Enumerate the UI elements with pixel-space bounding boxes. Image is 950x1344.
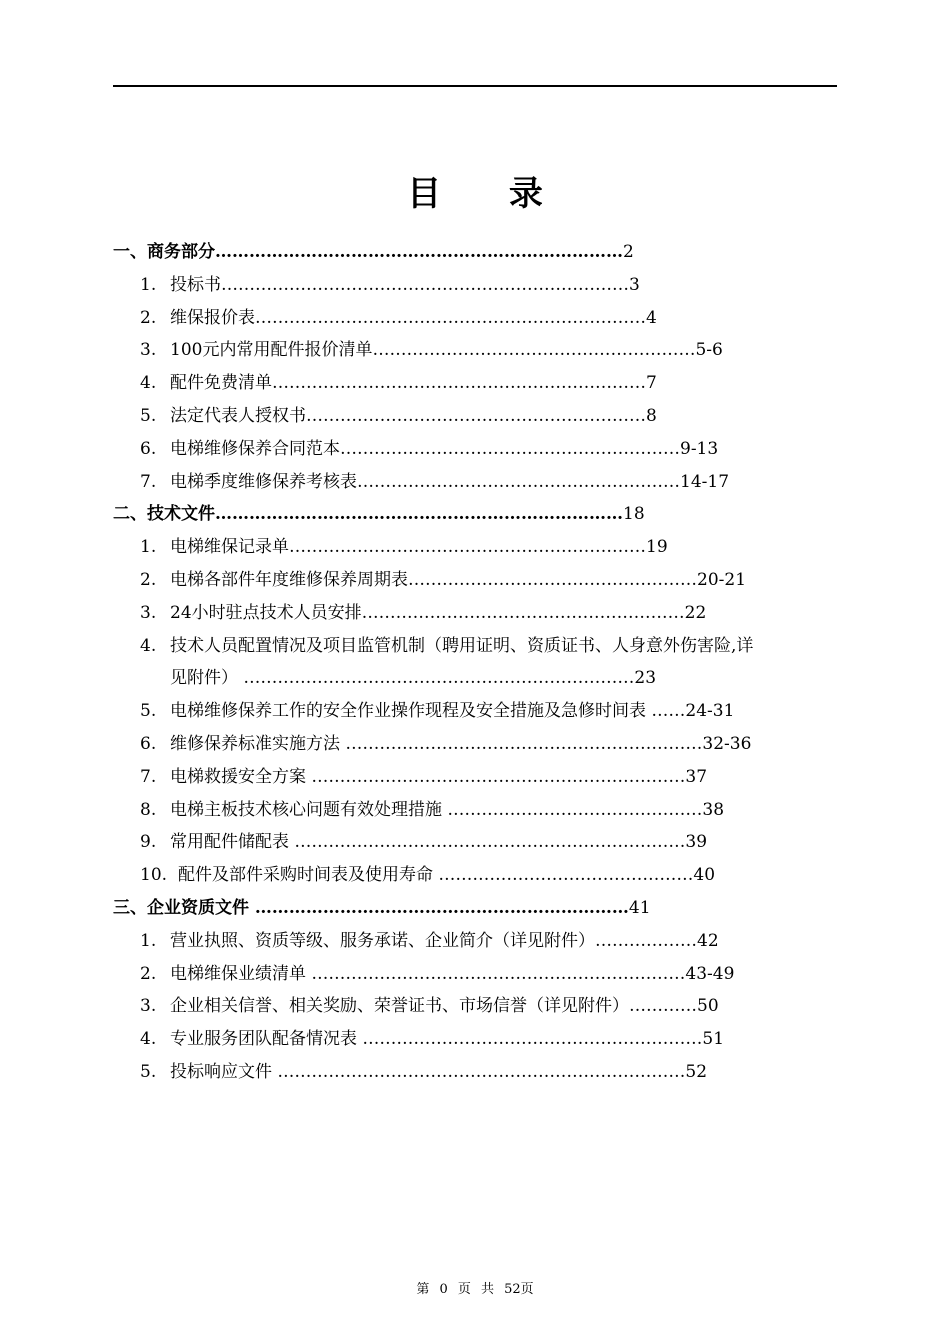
toc-entry-label: 维保报价表 xyxy=(170,307,255,328)
toc-entry-label: 投标响应文件 xyxy=(170,1061,272,1082)
toc-item-number: 8. xyxy=(140,799,157,820)
toc-entry-label: 营业执照、资质等级、服务承诺、企业简介（详见附件） xyxy=(170,930,595,951)
toc-item-number: 3. xyxy=(140,996,157,1017)
toc-page-number: 14-17 xyxy=(680,471,730,492)
toc-page-number: 51 xyxy=(702,1029,725,1050)
toc-item-number: 6. xyxy=(140,733,157,754)
toc-item[interactable] xyxy=(113,630,837,696)
toc-item[interactable] xyxy=(113,1056,837,1089)
toc-item[interactable] xyxy=(113,728,837,761)
toc-item[interactable] xyxy=(113,958,837,991)
toc-item-number: 4. xyxy=(140,373,157,394)
toc-item-number: 9. xyxy=(140,832,157,853)
toc-item-number: 4. xyxy=(140,1029,157,1050)
toc-entry-label: 配件免费清单 xyxy=(170,373,272,394)
toc-page-number: 39 xyxy=(685,832,708,853)
toc-item[interactable] xyxy=(113,859,837,892)
toc-page-number: 19 xyxy=(646,537,668,558)
toc-entry-label: 电梯季度维修保养考核表 xyxy=(170,471,357,492)
toc-item[interactable] xyxy=(113,990,837,1023)
toc-page-number: 20-21 xyxy=(697,569,747,590)
toc-entry-label: 24小时驻点技术人员安排 xyxy=(170,602,362,623)
toc-entry-label: 技术人员配置情况及项目监管机制（聘用证明、资质证书、人身意外伤害险,详 xyxy=(170,635,754,656)
toc-leader-dots: …………………………………………………… xyxy=(306,405,646,426)
toc-item[interactable] xyxy=(113,302,837,335)
toc-page-number: 43-49 xyxy=(685,963,735,984)
toc-leader-dots: ……………………………………………………… xyxy=(289,537,646,558)
toc-entry-label: 企业相关信誉、相关奖励、荣誉证书、市场信誉（详见附件） xyxy=(170,996,629,1017)
toc-item[interactable] xyxy=(113,367,837,400)
toc-leader-dots: ……………… xyxy=(595,930,697,951)
toc-item-number: 3. xyxy=(140,340,157,361)
toc-section[interactable] xyxy=(113,498,837,531)
toc-leader-dots: ……………………………………………………………… xyxy=(272,1061,686,1082)
toc-page-number: 37 xyxy=(685,766,708,787)
toc-item[interactable] xyxy=(113,564,837,597)
toc-entry-label: 三、企业资质文件 xyxy=(113,897,249,918)
toc-item[interactable] xyxy=(113,761,837,794)
toc-page-number: 18 xyxy=(623,504,645,525)
toc-item-number: 5. xyxy=(140,405,157,426)
toc-leader-dots: ……………………………………………………… xyxy=(340,733,703,754)
toc-leader-dots: …………………………………………………………… xyxy=(238,668,635,689)
toc-entry-label-continued: 见附件） xyxy=(170,668,238,689)
toc-page-number: 5-6 xyxy=(695,340,723,361)
toc-entry-label: 投标书 xyxy=(170,274,221,295)
toc-item-number: 3. xyxy=(140,602,157,623)
toc-page-number: 22 xyxy=(684,602,707,623)
toc-leader-dots: ……………………………………………………………… xyxy=(215,504,623,525)
toc-page-number: 23 xyxy=(634,668,657,689)
toc-entry-label: 电梯维修保养合同范本 xyxy=(170,438,340,459)
toc-item[interactable] xyxy=(113,695,837,728)
toc-entry-label: 专业服务团队配备情况表 xyxy=(170,1029,357,1050)
toc-item-number: 7. xyxy=(140,471,157,492)
toc-entry-label: 电梯维保业绩清单 xyxy=(170,963,306,984)
toc-leader-dots: ………………………………………………………… xyxy=(272,373,646,394)
toc-item[interactable] xyxy=(113,400,837,433)
toc-page-number: 32-36 xyxy=(702,733,752,754)
header-rule xyxy=(113,85,837,87)
toc-leader-dots: ………………………………………………………… xyxy=(306,766,686,787)
toc-item-number: 2. xyxy=(140,569,157,590)
toc-leader-dots: ………………………………………………………… xyxy=(249,897,629,918)
toc-entry-label: 常用配件储配表 xyxy=(170,832,289,853)
toc-entry-label: 电梯主板技术核心问题有效处理措施 xyxy=(170,799,442,820)
toc-item-number: 6. xyxy=(140,438,157,459)
toc-entry-label: 维修保养标准实施方法 xyxy=(170,733,340,754)
toc-leader-dots: ………………………………………………… xyxy=(372,340,696,361)
toc-entry-label: 配件及部件采购时间表及使用寿命 xyxy=(178,865,433,886)
toc-page-number: 50 xyxy=(697,996,719,1017)
toc-entry-label: 一、商务部分 xyxy=(113,242,215,262)
toc-leader-dots: …………………………………………………………… xyxy=(255,307,646,328)
toc-item-number: 4. xyxy=(140,635,157,656)
toc-item-number: 10. xyxy=(140,865,168,886)
table-of-contents xyxy=(113,236,837,1089)
toc-item[interactable] xyxy=(113,597,837,630)
toc-item[interactable] xyxy=(113,269,837,302)
toc-leader-dots: …………………………………………………… xyxy=(340,438,680,459)
toc-item[interactable] xyxy=(113,826,837,859)
toc-page-number: 38 xyxy=(702,799,725,820)
toc-leader-dots: …… xyxy=(646,701,686,722)
toc-entry-label: 电梯各部件年度维修保养周期表 xyxy=(170,569,408,590)
toc-leader-dots: ………………………………………………… xyxy=(361,602,685,623)
toc-item[interactable] xyxy=(113,334,837,367)
toc-page-number: 52 xyxy=(685,1061,708,1082)
toc-item-number: 5. xyxy=(140,1061,157,1082)
toc-leader-dots: ……………………………………………………………… xyxy=(221,274,629,295)
toc-section[interactable] xyxy=(113,236,837,269)
toc-leader-dots: ……………………………………… xyxy=(442,799,703,820)
toc-entry-label: 100元内常用配件报价清单 xyxy=(170,340,373,361)
toc-item-number: 2. xyxy=(140,963,157,984)
toc-item[interactable] xyxy=(113,1023,837,1056)
toc-leader-dots: …………………………………………… xyxy=(408,569,697,590)
toc-leader-dots: …………………………………………………………… xyxy=(289,832,686,853)
toc-entry-label: 电梯维保记录单 xyxy=(170,537,289,558)
page-title: 目 录 xyxy=(407,174,571,214)
toc-item-number: 5. xyxy=(140,701,157,722)
toc-item[interactable] xyxy=(113,794,837,827)
page-footer: 第 0 页 共 52页 xyxy=(416,1282,534,1297)
toc-item[interactable] xyxy=(113,531,837,564)
toc-page-number: 40 xyxy=(693,865,716,886)
toc-page-number: 2 xyxy=(623,242,634,262)
toc-item-number: 1. xyxy=(140,274,157,295)
toc-item[interactable] xyxy=(113,466,837,499)
toc-leader-dots: ……………………………………………………………… xyxy=(215,242,623,262)
toc-entry-label: 法定代表人授权书 xyxy=(170,405,306,426)
toc-leader-dots: …………………………………………………… xyxy=(357,1029,703,1050)
toc-section[interactable] xyxy=(113,892,837,925)
toc-page-number: 3 xyxy=(629,274,640,295)
toc-item-number: 1. xyxy=(140,537,157,558)
toc-entry-continuation xyxy=(113,662,837,695)
toc-page-number: 4 xyxy=(646,307,657,328)
toc-page-number: 8 xyxy=(646,405,657,426)
toc-item-number: 7. xyxy=(140,766,157,787)
toc-leader-dots: ………………………………………………… xyxy=(357,471,680,492)
toc-page-number: 42 xyxy=(697,930,719,951)
toc-leader-dots: ……………………………………… xyxy=(433,865,694,886)
toc-item-number: 1. xyxy=(140,930,157,951)
toc-item[interactable] xyxy=(113,925,837,958)
toc-entry-label: 电梯救援安全方案 xyxy=(170,766,306,787)
toc-page-number: 7 xyxy=(646,373,657,394)
toc-leader-dots: ………………………………………………………… xyxy=(306,963,686,984)
toc-entry-label: 二、技术文件 xyxy=(113,504,215,525)
toc-entry-label: 电梯维修保养工作的安全作业操作现程及安全措施及急修时间表 xyxy=(170,701,646,722)
toc-leader-dots: ………… xyxy=(629,996,697,1017)
toc-page-number: 41 xyxy=(628,897,651,918)
toc-page-number: 9-13 xyxy=(680,438,719,459)
toc-page-number: 24-31 xyxy=(685,701,735,722)
toc-item[interactable] xyxy=(113,433,837,466)
toc-item-number: 2. xyxy=(140,307,157,328)
